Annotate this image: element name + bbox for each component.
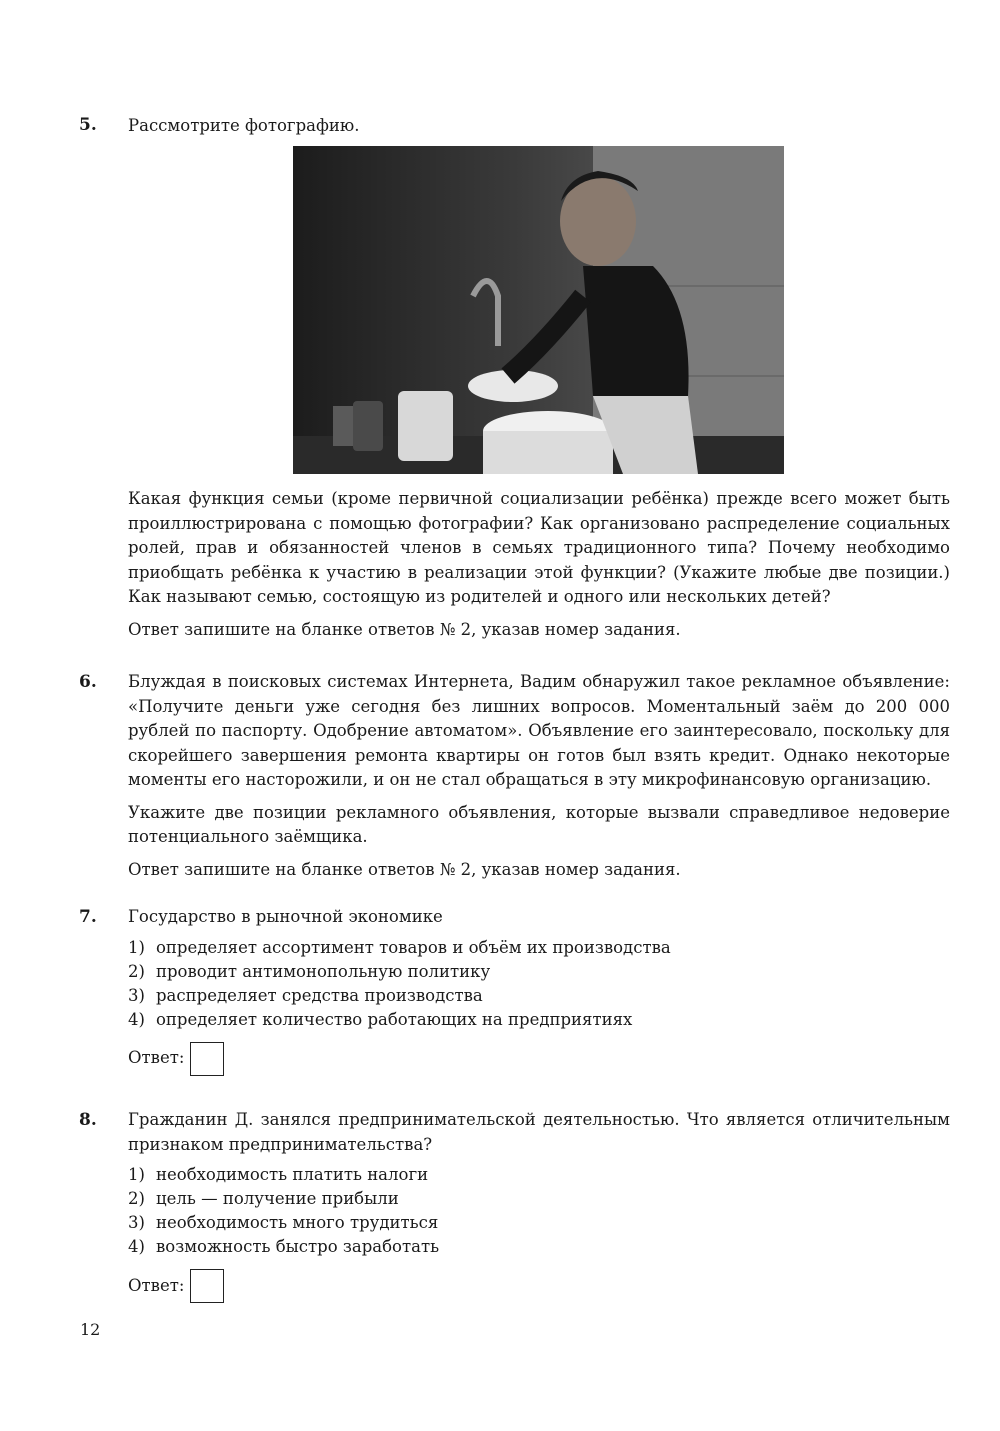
task-question: Какая функция семьи (кроме первичной социализации ребёнка) прежде всего может быть проиллюстрирована с помощью фотографии? Как организовано распределение социальных ролей, прав и обязанностей членов в семьях традиционного типа? Почему необходимо приобщать ребёнка к участию в реализации этой функции? (Укажите любые две позиции.) Как называют семью, состоящую из родителей и одного или нескольких детей? xyxy=(128,489,950,606)
task-number: 7. xyxy=(79,907,97,927)
option-3: 3) необходимость много трудиться xyxy=(128,1213,439,1232)
answer-row xyxy=(128,1042,950,1076)
task-number: 5. xyxy=(79,115,97,135)
answer-box[interactable] xyxy=(190,1269,224,1303)
task-stem: Государство в рыночной экономике xyxy=(128,907,443,926)
options-list xyxy=(128,936,950,1032)
task-instruction: Ответ запишите на бланке ответов № 2, указав номер задания. xyxy=(128,859,681,879)
option-4: 4) возможность быстро заработать xyxy=(128,1237,440,1256)
option-1: 1) определяет ассортимент товаров и объём их производства xyxy=(128,937,671,957)
task-intro: Рассмотрите фотографию. xyxy=(128,116,360,135)
option-4: 4) определяет количество работающих на предприятиях xyxy=(128,1009,633,1029)
options-list xyxy=(128,1163,950,1259)
answer-row xyxy=(128,1269,950,1303)
photo-child-washing-dishes xyxy=(293,146,784,474)
option-2: 2) проводит антимонопольную политику xyxy=(128,961,491,981)
option-3: 3) распределяет средства производства xyxy=(128,985,483,1005)
answer-label: Ответ: xyxy=(128,1275,185,1295)
page-number: 12 xyxy=(80,1320,101,1339)
task-question: Укажите две позиции рекламного объявления, которые вызвали справедливое недоверие потенциального заёмщика. xyxy=(128,802,950,846)
task-stem: Гражданин Д. занялся предпринимательской деятельностью. Что является отличительным признаком предпринимательства? xyxy=(128,1110,950,1154)
option-2: 2) цель — получение прибыли xyxy=(128,1189,399,1208)
task-text: Блуждая в поисковых системах Интернета, Вадим обнаружил такое рекламное объявление: «Получите деньги уже сегодня без лишних вопросов. Моментальный заём до 200 000 рублей по паспорту. Одобрение автоматом». Объявление его заинтересовало, поскольку для скорейшего завершения ремонта квартиры он готов был взять кредит. Однако некоторые моменты его насторожили, и он не стал обращаться в эту микрофинансовую организацию. xyxy=(128,672,950,789)
task-instruction: Ответ запишите на бланке ответов № 2, указав номер задания. xyxy=(128,619,681,639)
photo-illustration xyxy=(293,146,784,474)
answer-label: Ответ: xyxy=(128,1048,185,1068)
option-1: 1) необходимость платить налоги xyxy=(128,1165,429,1184)
task-number: 8. xyxy=(79,1110,97,1130)
answer-box[interactable] xyxy=(190,1042,224,1076)
task-number: 6. xyxy=(79,672,97,692)
